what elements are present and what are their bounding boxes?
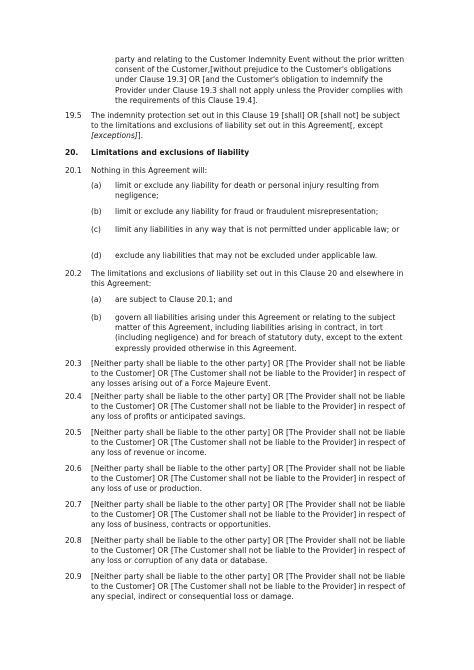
item-label: (a) xyxy=(91,295,102,304)
item-text: limit any liabilities in any way that is not permitted under applicable law; or xyxy=(115,225,400,234)
clause-number: 20.6 xyxy=(65,464,82,473)
clause-text-part: The indemnity protection set out in this Clause 19 [shall] OR [shall not] be subject to the limitations and exclusions of liability set out in this Agreement[, except xyxy=(91,111,400,131)
clause-text: [Neither party shall be liable to the other party] OR [The Provider shall not be liable to the Customer] OR [The Customer shall not be liable to the Provider] in respect of any losses arising out of a Force Majeure Event. xyxy=(91,359,406,389)
clause-text: [Neither party shall be liable to the other party] OR [The Provider shall not be liable to the Customer] OR [The Customer shall not be liable to the Provider] in respect of any loss of use or production. xyxy=(91,464,406,494)
clause-number: 20.7 xyxy=(65,500,82,509)
clause-text: [Neither party shall be liable to the other party] OR [The Provider shall not be liable to the Customer] OR [The Customer shall not be liable to the Provider] in respect of any loss of profits or anticipated savings. xyxy=(91,392,406,422)
heading-number: 20. xyxy=(65,148,79,157)
clause-number: 19.5 xyxy=(65,111,82,120)
clause-text: [Neither party shall be liable to the other party] OR [The Provider shall not be liable to the Customer] OR [The Customer shall not be liable to the Provider] in respect of any loss or corruption of any data or database. xyxy=(91,536,406,566)
clause-number: 20.3 xyxy=(65,359,82,368)
heading-title: Limitations and exclusions of liability xyxy=(91,148,250,157)
clause-number: 20.1 xyxy=(65,166,82,175)
item-label: (c) xyxy=(91,225,101,234)
clause-text: [Neither party shall be liable to the other party] OR [The Provider shall not be liable to the Customer] OR [The Customer shall not be liable to the Provider] in respect of any loss of revenue or income. xyxy=(91,428,406,458)
clause-number: 20.4 xyxy=(65,392,82,401)
item-label: (a) xyxy=(91,181,102,190)
clause-text-emphasis: [exceptions] xyxy=(91,131,138,141)
clause-number: 20.8 xyxy=(65,536,82,545)
item-text: are subject to Clause 20.1; and xyxy=(115,295,233,304)
clause-number: 20.5 xyxy=(65,428,82,437)
clause-text: [Neither party shall be liable to the other party] OR [The Provider shall not be liable to the Customer] OR [The Customer shall not be liable to the Provider] in respect of any special, indirect or consequential loss or damage. xyxy=(91,572,406,602)
clause-text-part: ]. xyxy=(137,131,143,141)
item-text: govern all liabilities arising under this Agreement or relating to the subject matter of this Agreement, including liabilities arising in contract, in tort (including negligence) and for breach of statutory duty, except to the extent expressly provided otherwise in this Agreement. xyxy=(115,313,403,353)
clause-number: 20.9 xyxy=(65,572,82,581)
clause-text: The limitations and exclusions of liability set out in this Clause 20 and elsewhere in this Agreement: xyxy=(91,269,404,289)
item-label: (b) xyxy=(91,313,102,322)
clause-text: [Neither party shall be liable to the other party] OR [The Provider shall not be liable to the Customer] OR [The Customer shall not be liable to the Provider] in respect of any loss of business, contracts or opportunities. xyxy=(91,500,406,530)
item-text: limit or exclude any liability for fraud or fraudulent misrepresentation; xyxy=(115,207,379,216)
clause-19-4-continuation: party and relating to the Customer Indemnity Event without the prior written consent of the Customer,[without prejudice to the Customer's obligations under Clause 19.3] OR [and the Customer's obligation to indemnify the Provider under Clause 19.3 shall not apply unless the Provider complies with the requirements of this Clause 19.4]. xyxy=(115,55,405,105)
item-label: (d) xyxy=(91,251,102,260)
item-text: exclude any liabilities that may not be excluded under applicable law. xyxy=(115,251,378,260)
item-text: limit or exclude any liability for death or personal injury resulting from negligence; xyxy=(115,181,379,201)
clause-text xyxy=(91,111,406,142)
item-label: (b) xyxy=(91,207,102,216)
clause-number: 20.2 xyxy=(65,269,82,278)
clause-text: Nothing in this Agreement will: xyxy=(91,166,208,175)
